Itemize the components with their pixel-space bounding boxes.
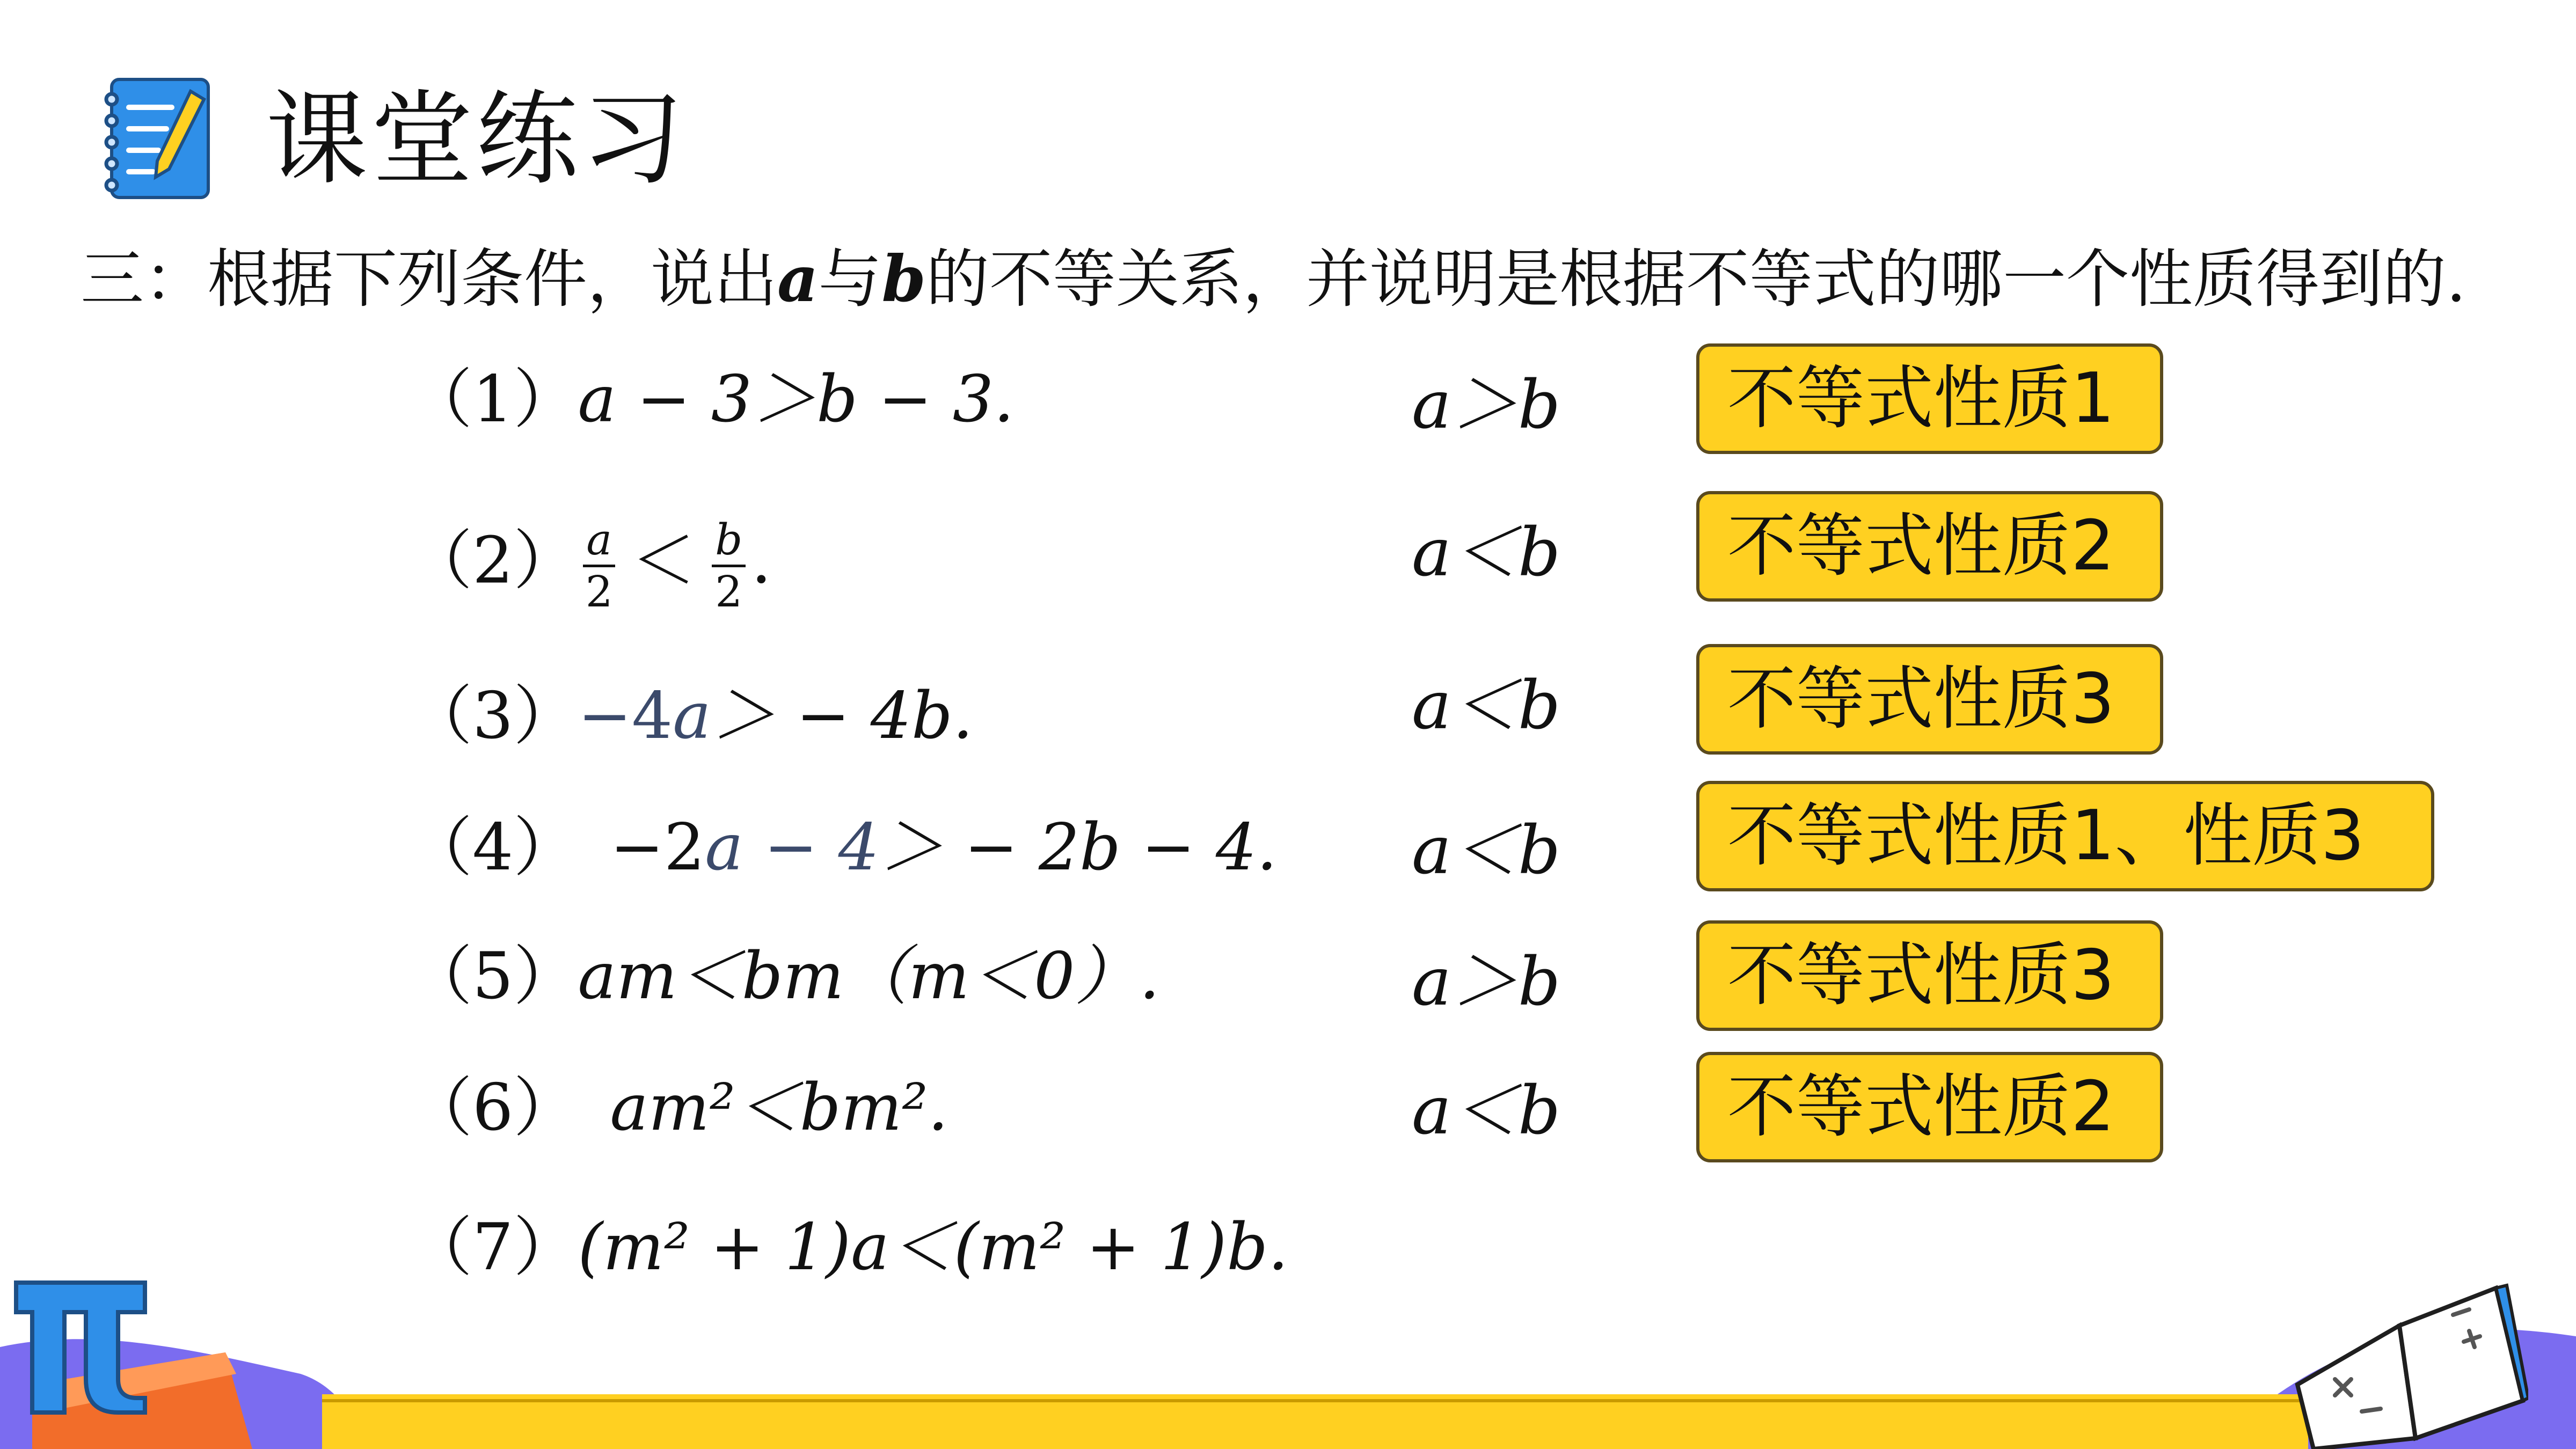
problem-label: （7） xyxy=(408,1210,578,1285)
problem-4 xyxy=(408,808,1277,888)
instruction-mid: 与 xyxy=(818,242,882,316)
fraction-denominator: 2 xyxy=(715,567,743,617)
property-badge-6: 不等式性质2 xyxy=(1696,1052,2163,1162)
expression-part: −4 xyxy=(578,679,673,753)
problem-6 xyxy=(408,1068,948,1148)
expression-part: −2 xyxy=(610,810,705,885)
problem-3 xyxy=(408,676,973,757)
answer-3: a＜b xyxy=(1412,667,1561,744)
instruction-text xyxy=(81,236,2466,322)
fraction-numerator: b xyxy=(712,515,746,567)
instruction-var-b: b xyxy=(881,241,926,316)
expression-part: ＞ − 4b. xyxy=(711,679,973,753)
answer-4: a＜b xyxy=(1412,812,1561,889)
problem-expression: (m² + 1)a＜(m² + 1)b. xyxy=(578,1210,1289,1285)
instruction-suffix: 的不等关系，并说明是根据不等式的哪一个性质得到的. xyxy=(926,242,2466,316)
answer-2: a＜b xyxy=(1412,514,1561,591)
pi-symbol-icon xyxy=(11,1272,150,1417)
expression-part: ＞ − 2b − 4. xyxy=(879,810,1278,885)
problem-label: （4） xyxy=(408,810,578,885)
property-badge-3: 不等式性质3 xyxy=(1696,644,2163,755)
problem-2 xyxy=(408,515,771,617)
answer-6: a＜b xyxy=(1412,1072,1561,1150)
problem-expression: am＜bm（m＜0）. xyxy=(578,939,1160,1014)
problem-label: （6） xyxy=(408,1071,578,1145)
page-title: 课堂练习 xyxy=(266,80,687,199)
fraction-b-over-2 xyxy=(712,515,746,617)
expression-part: a − 4 xyxy=(705,810,879,885)
answer-1: a＞b xyxy=(1412,367,1561,444)
fraction-numerator: a xyxy=(583,515,615,567)
fraction-denominator: 2 xyxy=(585,567,613,617)
property-badge-4: 不等式性质1、性质3 xyxy=(1696,781,2434,891)
instruction-var-a: a xyxy=(777,241,819,316)
problem-label: （2） xyxy=(408,523,578,598)
problem-label: （3） xyxy=(408,679,578,753)
property-badge-5: 不等式性质3 xyxy=(1696,920,2163,1031)
property-badge-2: 不等式性质2 xyxy=(1696,491,2163,602)
bottom-decoration-band xyxy=(0,1250,2576,1449)
answer-5: a＞b xyxy=(1412,943,1561,1021)
problem-expression: am²＜bm². xyxy=(610,1071,948,1145)
period: . xyxy=(751,523,772,598)
open-math-book-icon xyxy=(2292,1277,2528,1449)
problem-label: （5） xyxy=(408,939,578,1014)
problem-expression: a − 3＞b − 3. xyxy=(578,362,1015,437)
inequality-sign: ＜ xyxy=(631,523,696,598)
property-badge-1: 不等式性质1 xyxy=(1696,343,2163,454)
fraction-a-over-2 xyxy=(583,515,615,617)
expression-variable: a xyxy=(673,679,711,753)
instruction-prefix: 三：根据下列条件，说出 xyxy=(81,242,778,316)
notebook-pencil-icon xyxy=(102,75,215,201)
problem-label: （1） xyxy=(408,362,578,437)
problem-1 xyxy=(408,360,1014,440)
problem-5 xyxy=(408,936,1160,1017)
